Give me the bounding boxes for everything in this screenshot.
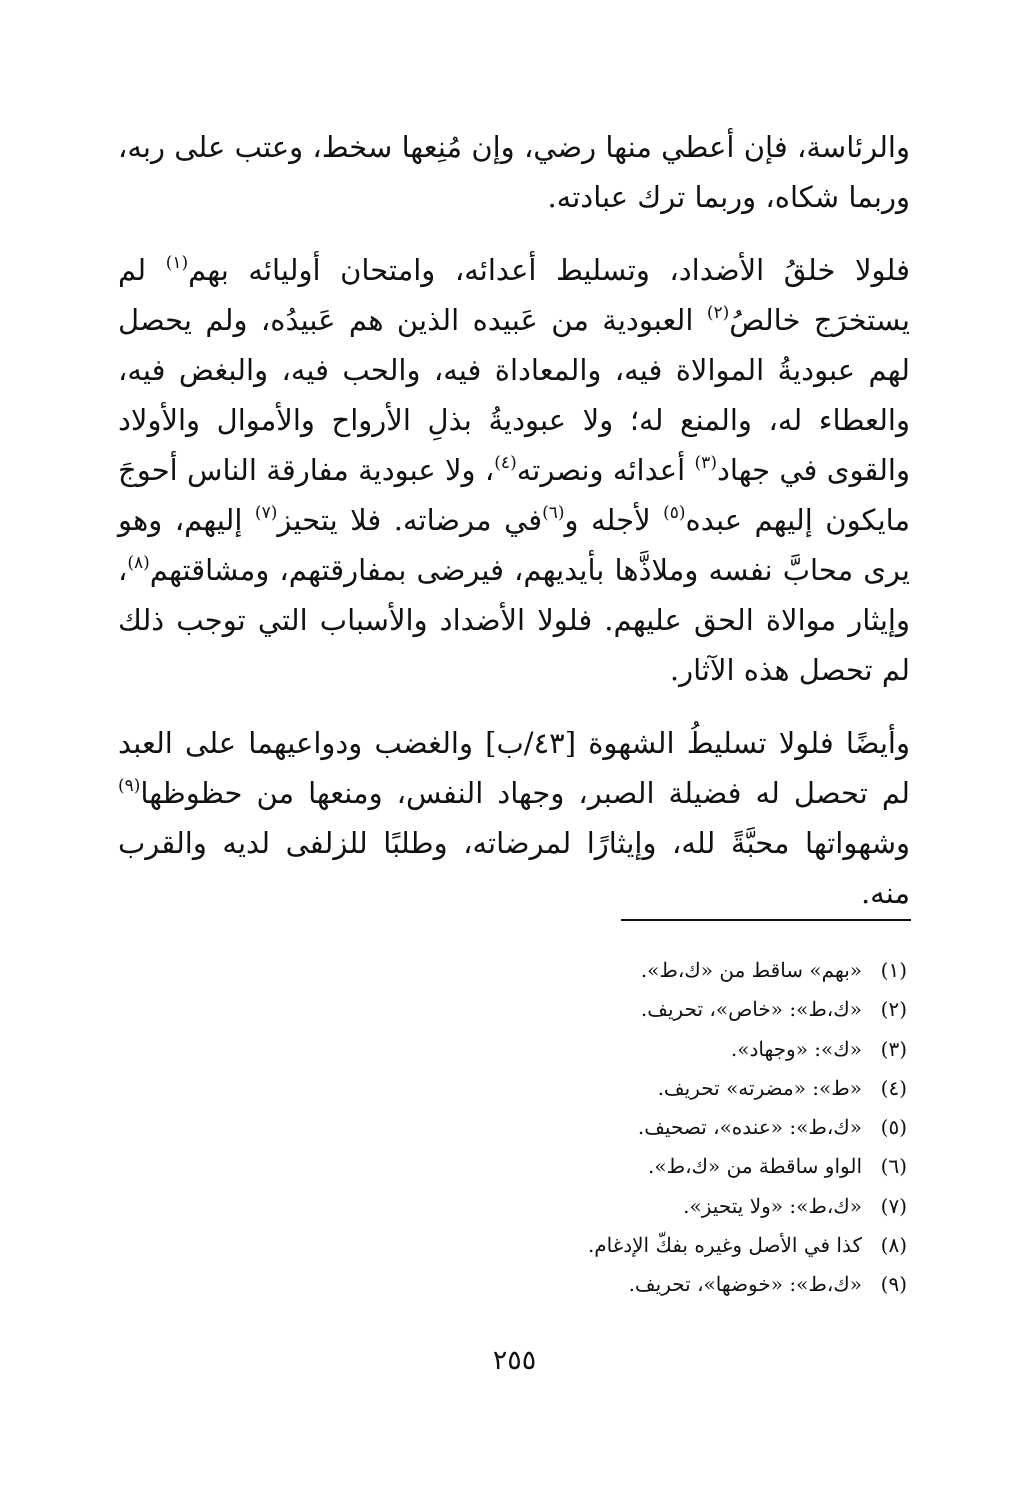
footnote-text: «ك،ط»: «ولا يتحيز». (683, 1193, 862, 1218)
text-run: ، وإيثار موالاة الحق عليهم. فلولا الأضداد والأسباب التي توجب ذلك لم تحصل هذه الآثار. (118, 553, 910, 687)
main-text (118, 118, 910, 918)
text-run: وشهواتها محبَّةً لله، وإيثارًا لمرضاته، وطلبًا للزلفى لديه والقرب منه. (118, 826, 910, 910)
text-run: إليهم، وهو يرى محابَّ نفسه وملاذَّها بأيديهم، فيرضى بمفارقتهم، ومشاقتهم (118, 503, 910, 587)
footnote-number: (١) (880, 958, 907, 982)
footnote-text: «ك،ط»: «عنده»، تصحيف. (637, 1115, 862, 1140)
footnote-text: كذا في الأصل وغيره بفكّ الإدغام. (587, 1233, 862, 1258)
footnote (117, 990, 907, 1029)
footnote-ref: (٢) (706, 303, 730, 323)
text-run: ، ولا عبودية مفارقة الناس أحوجَ مايكون إليهم عبده (118, 453, 911, 537)
paragraph (118, 718, 910, 918)
footnote-text: الواو ساقطة من «ك،ط». (647, 1154, 862, 1179)
footnote (117, 1265, 907, 1304)
footnote-text: «ط»: «مضرته» تحريف. (657, 1075, 862, 1100)
footnote (117, 1030, 907, 1069)
footnote-number: (٤) (880, 1075, 907, 1100)
footnote (117, 951, 907, 990)
text-run: أعدائه ونصرته (516, 453, 695, 487)
page-number: ٢٥٥ (492, 1345, 537, 1376)
footnotes (117, 951, 907, 1305)
footnote (117, 1147, 907, 1186)
footnote-number: (٢) (880, 997, 907, 1022)
footnote-text: «ك،ط»: «خاص»، تحريف. (640, 997, 862, 1022)
footnote-ref: (٨) (127, 553, 150, 573)
text-run: والرئاسة، فإن أعطي منها رضي، وإن مُنِعها سخط، وعتب على ربه، وربما شكاه، وربما ترك عبادته. (118, 130, 910, 214)
footnote-ref: (٩) (118, 776, 141, 796)
footnote-number: (٩) (880, 1272, 907, 1297)
footnote (117, 1069, 907, 1108)
footnote-ref: (١) (165, 253, 189, 273)
text-run: وأيضًا فلولا تسليطُ الشهوة [٤٣/ب] والغضب ودواعيهما على العبد لم تحصل له فضيلة الصبر، وجهاد النفس، ومنعها من حظوظها (118, 726, 910, 810)
footnote (117, 1226, 907, 1265)
footnote-ref: (٧) (254, 503, 278, 523)
footnote-ref: (٣) (694, 453, 717, 473)
footnote-text: «ك،ط»: «خوضها»، تحريف. (628, 1272, 862, 1297)
text-run: العبودية من عَبيده الذين هم عَبيدُه، ولم يحصل لهم عبوديةُ الموالاة فيه، والمعاداة فيه، والحب فيه، والبغض فيه، والعطاء له، والمنع له؛ ولا عبوديةُ بذلِ الأرواح والأموال والأولاد والقوى في جهاد (118, 303, 910, 487)
footnote-ref: (٤) (494, 453, 517, 473)
footnote-number: (٥) (880, 1115, 907, 1140)
text-run: لأجله و (564, 503, 664, 537)
footnote-ref: (٥) (663, 503, 686, 523)
footnote (117, 1108, 907, 1147)
footnote-number: (٦) (880, 1154, 907, 1179)
footnote-number: (٣) (880, 1036, 907, 1061)
text-run: في مرضاته. فلا يتحيز (277, 503, 543, 537)
footnote-text: «ك»: «وجهاد». (730, 1036, 862, 1061)
paragraph (118, 245, 910, 695)
footnote-text: «بهم» ساقط من «ك،ط». (640, 958, 862, 982)
text-run: لم يستخرَج خالصُ (118, 253, 910, 337)
footnote (117, 1187, 907, 1226)
footnote-separator (621, 919, 911, 921)
paragraph (118, 122, 910, 222)
footnote-number: (٨) (880, 1233, 907, 1258)
footnote-ref: (٦) (542, 503, 565, 523)
footnote-number: (٧) (880, 1193, 907, 1218)
text-run: فلولا خلقُ الأضداد، وتسليط أعدائه، وامتحان أوليائه بهم (188, 253, 911, 287)
